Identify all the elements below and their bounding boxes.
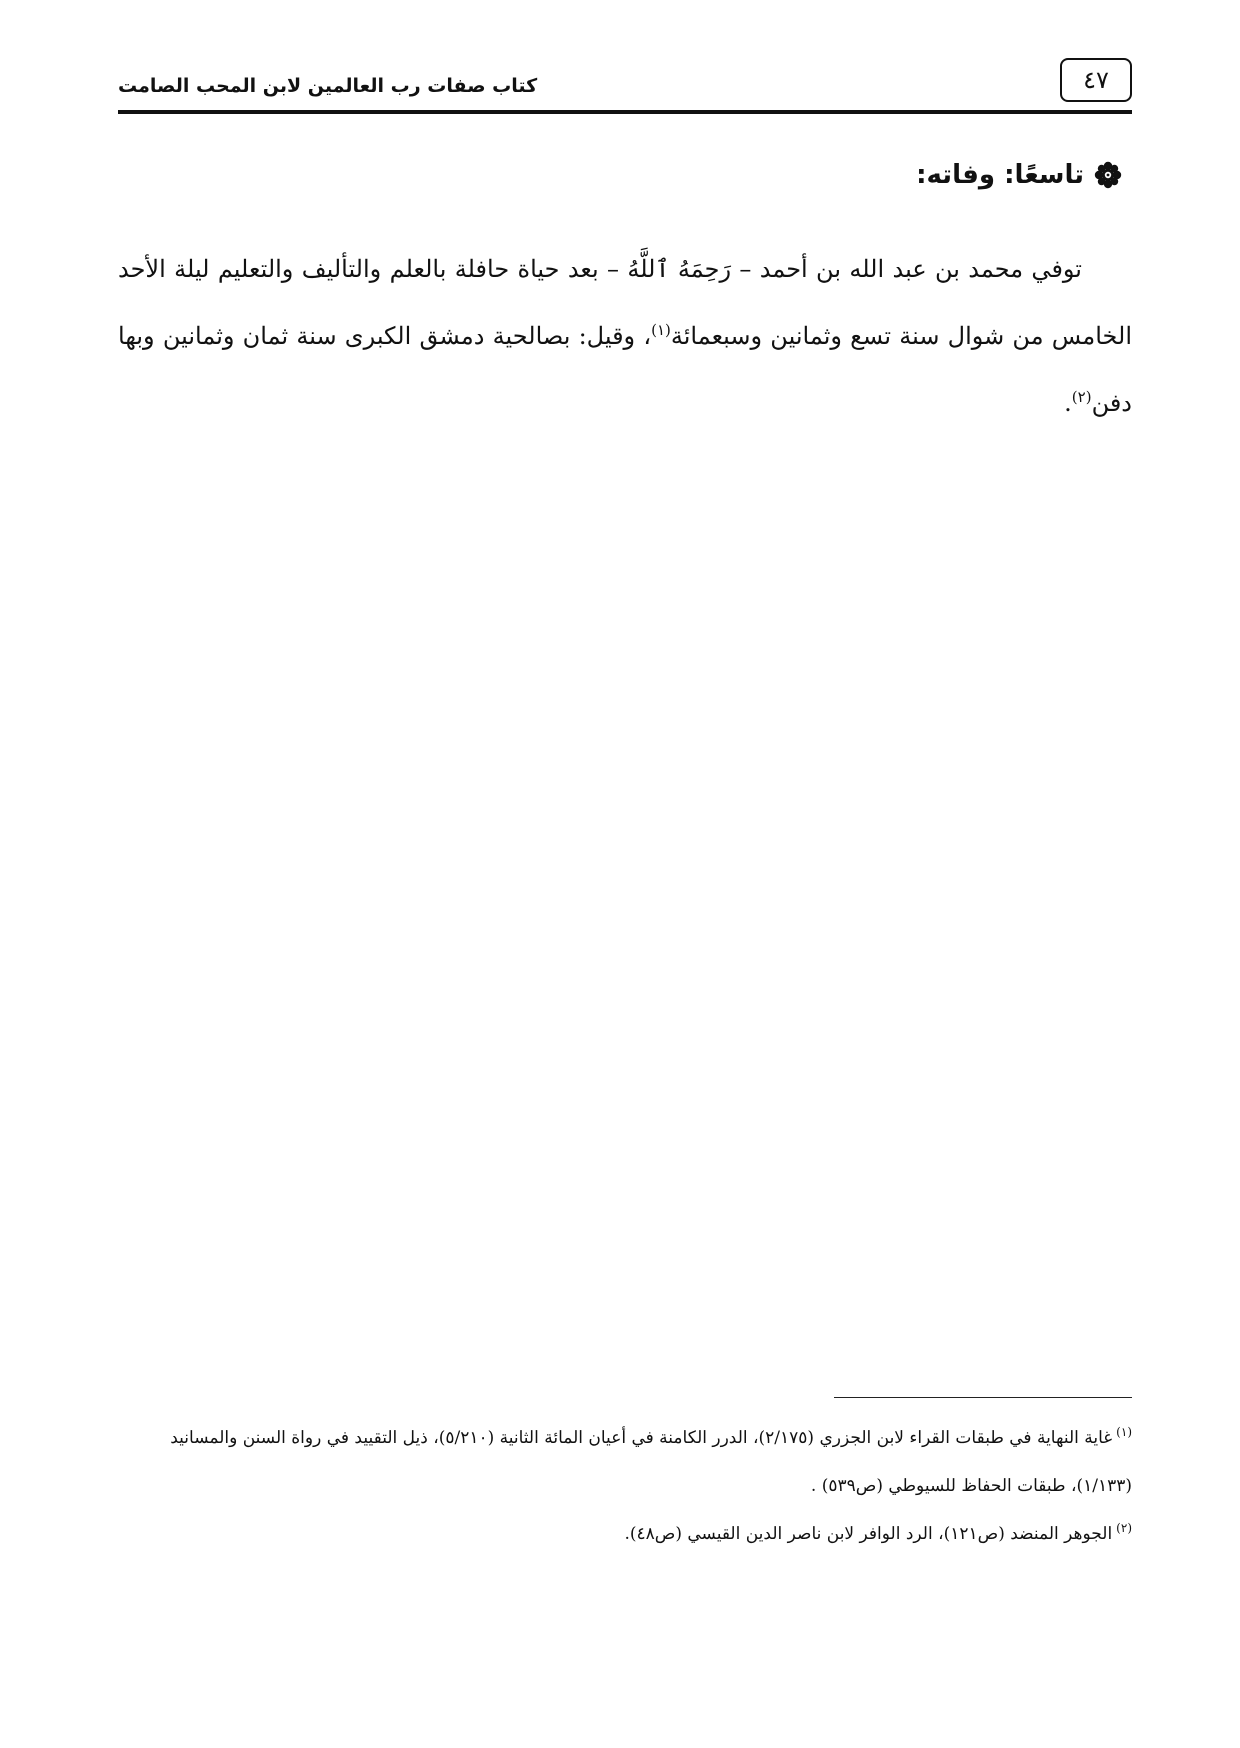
footnote-separator bbox=[834, 1397, 1132, 1398]
section-heading bbox=[916, 160, 1122, 190]
body-text-part-3: . bbox=[1064, 389, 1072, 417]
footnote-ref-1[interactable]: (١) bbox=[651, 321, 671, 339]
page-header bbox=[118, 58, 1132, 114]
page-number: ٤٧ bbox=[1060, 58, 1132, 102]
flower-ornament-icon bbox=[1094, 161, 1122, 189]
footnote-1 bbox=[118, 1414, 1132, 1510]
body-text-part-2: ، وقيل: بصالحية دمشق الكبرى سنة ثمان وثمانين وبها دفن bbox=[118, 322, 1132, 417]
section-heading-text: تاسعًا: وفاته: bbox=[916, 160, 1084, 190]
book-title: كتاب صفات رب العالمين لابن المحب الصامت bbox=[118, 75, 538, 97]
footnotes bbox=[118, 1414, 1132, 1558]
footnote-text-2: الجوهر المنضد (ص١٢١)، الرد الوافر لابن ناصر الدين القيسي (ص٤٨). bbox=[624, 1524, 1113, 1544]
footnote-2 bbox=[118, 1510, 1132, 1558]
footnote-ref-2[interactable]: (٢) bbox=[1071, 388, 1092, 406]
body-paragraph bbox=[118, 236, 1132, 437]
footnote-marker-1: (١) bbox=[1116, 1425, 1132, 1440]
footnote-text-1: غاية النهاية في طبقات القراء لابن الجزري (٢/١٧٥)، الدرر الكامنة في أعيان المائة الثانية (٥/٢١٠)، ذيل التقييد في رواة السنن والمسانيد (١/١٣٣)، طبقات الحفاظ للسيوطي (ص٥٣٩) . bbox=[170, 1428, 1132, 1496]
footnote-marker-2: (٢) bbox=[1116, 1521, 1132, 1536]
body-text-part-1: توفي محمد بن عبد الله بن أحمد – رَحِمَهُ ٱللَّهُ – بعد حياة حافلة بالعلم والتأليف والتعليم ليلة الأحد الخامس من شوال سنة تسع وثمانين وسبعمائة bbox=[118, 255, 1132, 350]
